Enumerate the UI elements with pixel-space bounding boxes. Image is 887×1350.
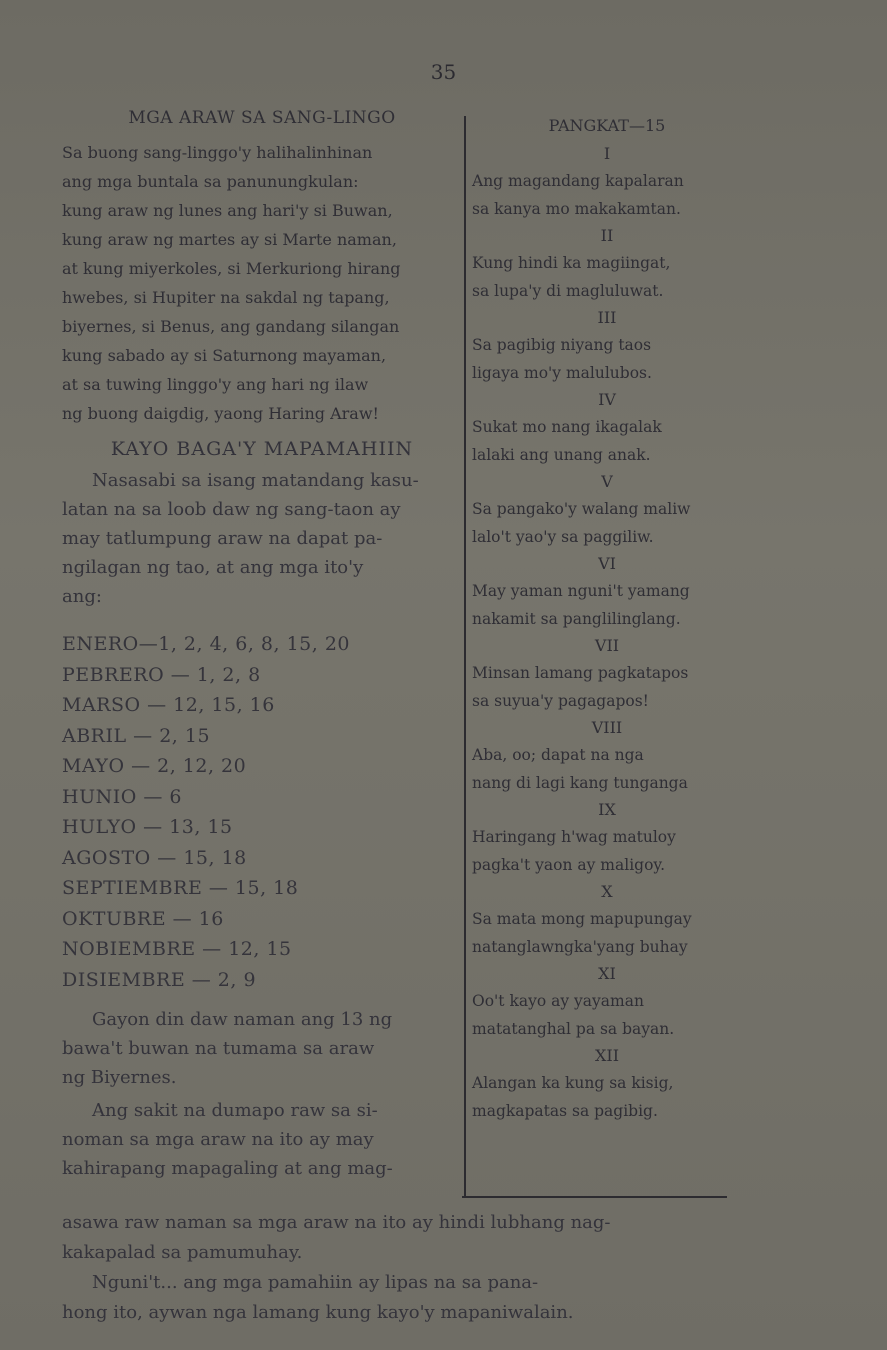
stanza-line: Sa mata mong mapupungay [472,910,692,928]
stanza [472,797,742,879]
intro-paragraph [62,466,462,611]
poem-line: kung araw ng martes ay si Marte naman, [62,230,397,249]
month-entry: NOBIEMBRE — 12, 15 [62,938,292,960]
poem-line: ng buong daigdig, yaong Haring Araw! [62,404,379,423]
stanza [472,633,742,715]
month-entry: ENERO—1, 2, 4, 6, 8, 15, 20 [62,633,351,655]
stanza-numeral: V [601,472,613,491]
poem-line: ang mga buntala sa panunungkulan: [62,172,359,191]
poem-line: Sa buong sang-linggo'y halihalinhinan [62,143,373,162]
text-line: kakapalad sa pamumuhay. [62,1242,303,1263]
poem-title: MGA ARAW SA SANG-LINGO [128,108,396,128]
stanza [472,223,742,305]
text-line: Nasasabi sa isang matandang kasu- [92,470,419,491]
stanza [472,551,742,633]
right-column-end-rule [462,1196,727,1198]
stanza [472,715,742,797]
stanza-numeral: III [597,308,617,327]
stanza-line: sa lupa'y di magluluwat. [472,282,664,300]
month-entry: SEPTIEMBRE — 15, 18 [62,877,299,899]
poem-line: kung sabado ay si Saturnong mayaman, [62,346,387,365]
page-number: 35 [430,60,457,84]
stanza-line: Minsan lamang pagkatapos [472,664,689,682]
stanza-numeral: VI [598,554,616,573]
stanza [472,1043,742,1125]
stanza-line: Oo't kayo ay yayaman [472,992,644,1010]
stanza [472,387,742,469]
stanza-numeral: VIII [591,718,623,737]
stanza-line: May yaman nguni't yamang [472,582,690,600]
month-entry: MARSO — 12, 15, 16 [62,694,275,716]
stanza-numeral: II [600,226,614,245]
text-line: noman sa mga araw na ito ay may [62,1129,374,1150]
month-list [62,629,462,995]
text-line: Gayon din daw naman ang 13 ng [92,1009,393,1030]
text-line: Ang sakit na dumapo raw sa si- [92,1100,378,1121]
paragraph-friday-13 [62,1005,462,1092]
stanza-line: magkapatas sa pagibig. [472,1102,658,1120]
stanza-line: Alangan ka kung sa kisig, [472,1074,674,1092]
month-entry: DISIEMBRE — 2, 9 [62,968,257,991]
text-line: kahirapang mapagaling at ang mag- [62,1158,393,1179]
left-column [62,108,462,1183]
text-line: asawa raw naman sa mga araw na ito ay hindi lubhang nag- [62,1212,611,1233]
text-line: ang: [62,586,102,607]
stanza-line: nang di lagi kang tunganga [472,774,688,792]
text-line: latan na sa loob daw ng sang-taon ay [62,499,401,520]
poem-line: at sa tuwing linggo'y ang hari ng ilaw [62,375,369,394]
stanza [472,305,742,387]
text-line: may tatlumpung araw na dapat pa- [62,528,383,549]
month-entry: HUNIO — 6 [62,785,182,808]
month-entry: PEBRERO — 1, 2, 8 [62,663,261,686]
column-divider [464,116,466,1198]
stanza-line: Haringang h'wag matuloy [472,828,676,846]
poem-line: at kung miyerkoles, si Merkuriong hirang [62,259,401,278]
month-entry: HULYO — 13, 15 [62,816,233,838]
right-column [472,116,742,1125]
stanza-line: sa suyua'y pagagapos! [472,692,649,710]
stanza-numeral: XII [594,1046,620,1065]
stanza-line: Ang magandang kapalaran [472,172,684,190]
stanza [472,469,742,551]
stanza-line: Sukat mo nang ikagalak [472,418,662,436]
stanza-line: pagka't yaon ay maligoy. [472,856,666,874]
stanza-line: sa kanya mo makakamtan. [472,200,681,218]
month-entry: AGOSTO — 15, 18 [62,846,247,869]
stanza-numeral: IX [598,800,616,819]
poem [62,138,462,428]
stanza-line: Kung hindi ka magiingat, [472,254,671,272]
stanza-line: Sa pangako'y walang maliw [472,500,691,518]
stanza-numeral: I [603,144,611,163]
section-title: KAYO BAGA'Y MAPAMAHIIN [110,438,414,460]
stanza-line: Aba, oo; dapat na nga [472,746,644,764]
stanza [472,141,742,223]
month-entry: MAYO — 2, 12, 20 [62,755,247,777]
month-entry: ABRIL — 2, 15 [62,724,211,747]
stanza-line: matatanghal pa sa bayan. [472,1020,675,1038]
poem-line: hwebes, si Hupiter na sakdal ng tapang, [62,288,390,307]
stanza-numeral: IV [598,390,616,409]
text-line: ng Biyernes. [62,1067,177,1088]
poem-line: biyernes, si Benus, ang gandang silangan [62,317,400,336]
stanza-line: Sa pagibig niyang taos [472,336,652,354]
stanza-line: lalo't yao'y sa paggiliw. [472,528,654,546]
paragraph-sickness [62,1096,462,1183]
stanza-numeral: XI [598,964,616,983]
stanza-line: natanglawngka'yang buhay [472,938,688,956]
stanza-line: nakamit sa panglilinglang. [472,610,681,628]
text-line: Nguni't... ang mga pamahiin ay lipas na sa pana- [92,1272,539,1293]
stanza-line: ligaya mo'y malulubos. [472,364,652,382]
stanza [472,879,742,961]
stanza [472,961,742,1043]
month-entry: OKTUBRE — 16 [62,907,224,930]
stanza-numeral: X [601,882,613,901]
text-line: ngilagan ng tao, at ang mga ito'y [62,557,364,578]
stanza-line: lalaki ang unang anak. [472,446,651,464]
pangkat-title: PANGKAT—15 [548,116,666,135]
text-line: hong ito, aywan nga lamang kung kayo'y mapaniwalain. [62,1302,574,1323]
bottom-paragraph [62,1208,742,1328]
stanza-numeral: VII [594,636,620,655]
text-line: bawa't buwan na tumama sa araw [62,1038,375,1059]
poem-line: kung araw ng lunes ang hari'y si Buwan, [62,201,393,220]
